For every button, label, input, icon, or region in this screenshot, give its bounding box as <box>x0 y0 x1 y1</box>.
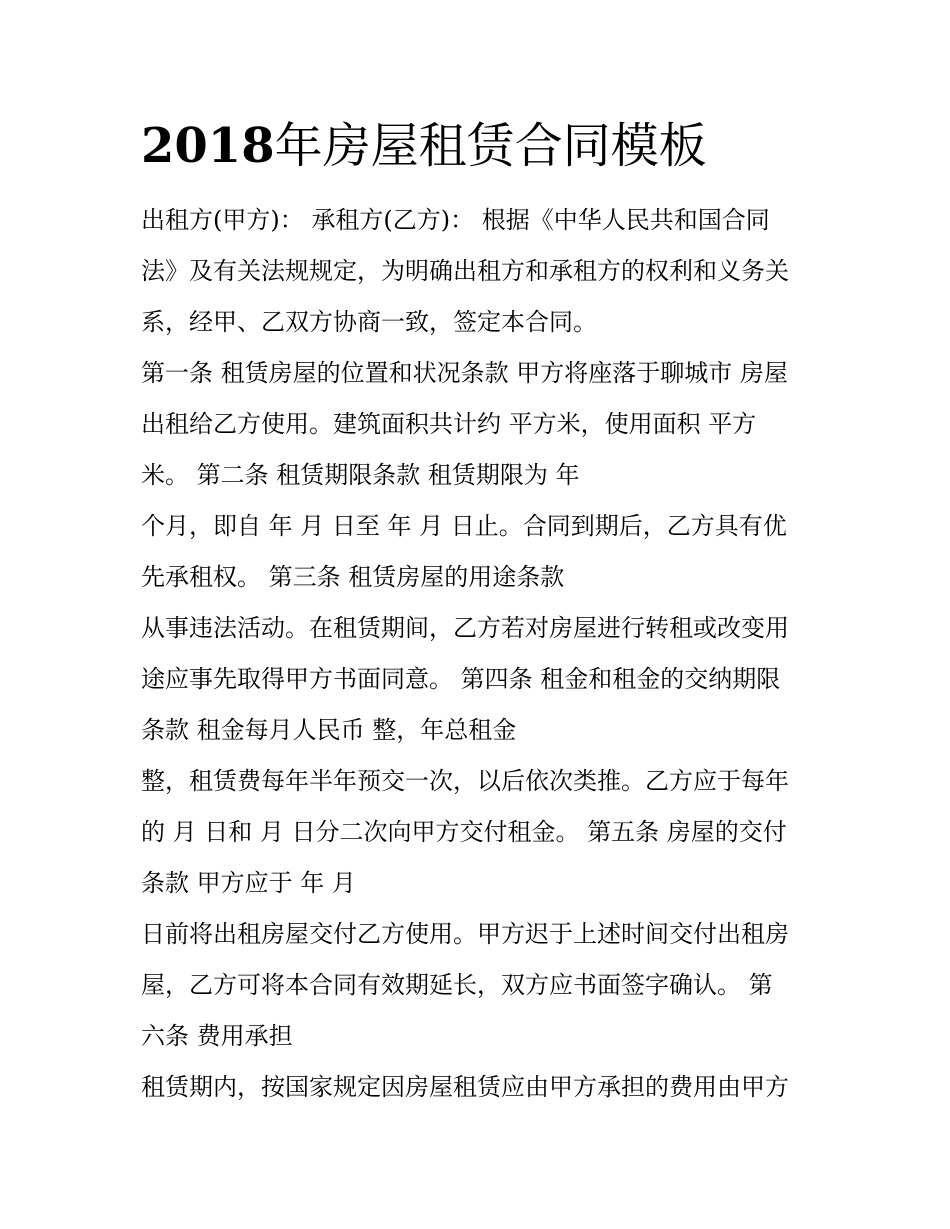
body-line: 米。 第二条 租赁期限条款 租赁期限为 年 <box>141 461 580 489</box>
body-line: 条款 租金每月人民币 整，年总租金 <box>141 716 517 744</box>
body-line: 系，经甲、乙双方协商一致，签定本合同。 <box>141 308 597 336</box>
page-title <box>141 114 707 178</box>
body-line: 条款 甲方应于 年 月 <box>141 869 356 897</box>
body-line: 六条 费用承担 <box>141 1022 293 1050</box>
body-line: 途应事先取得甲方书面同意。 第四条 租金和租金的交纳期限 <box>141 665 781 693</box>
body-line: 租赁期内，按国家规定因房屋租赁应由甲方承担的费用由甲方 <box>141 1073 789 1101</box>
body-line: 个月，即自 年 月 日至 年 月 日止。合同到期后，乙方具有优 <box>141 512 787 540</box>
body-line: 出租给乙方使用。建筑面积共计约 平方米，使用面积 平方 <box>141 410 757 438</box>
body-line: 日前将出租房屋交付乙方使用。甲方迟于上述时间交付出租房 <box>141 920 789 948</box>
title-year: 2018 <box>141 118 275 174</box>
body-line: 第一条 租赁房屋的位置和状况条款 甲方将座落于聊城市 房屋 <box>141 359 788 387</box>
body-line: 法》及有关法规规定，为明确出租方和承租方的权利和义务关 <box>141 257 789 285</box>
body-line: 从事违法活动。在租赁期间，乙方若对房屋进行转租或改变用 <box>141 614 789 642</box>
title-text: 年房屋租赁合同模板 <box>274 118 707 174</box>
body-line: 整，租赁费每年半年预交一次，以后依次类推。乙方应于每年 <box>141 767 789 795</box>
body-line: 的 月 日和 月 日分二次向甲方交付租金。 第五条 房屋的交付 <box>141 818 787 846</box>
body-line: 出租方(甲方)： 承租方(乙方)： 根据《中华人民共和国合同 <box>141 206 770 234</box>
body-line: 先承租权。 第三条 租赁房屋的用途条款 <box>141 563 565 591</box>
body-line: 屋，乙方可将本合同有效期延长，双方应书面签字确认。 第 <box>141 971 773 999</box>
